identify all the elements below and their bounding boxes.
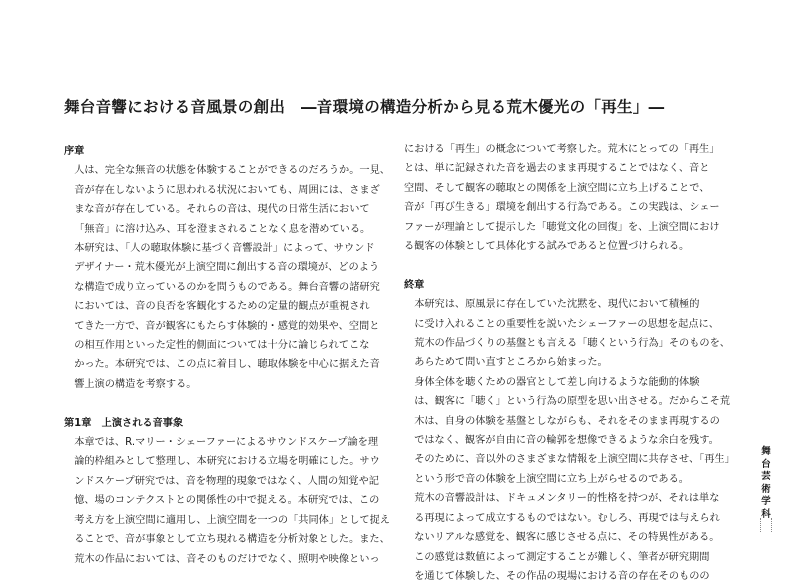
text-line: は、観客に「聴く」という行為の原型を思い出させる。だからこそ荒: [414, 396, 730, 408]
paragraph: [404, 373, 738, 489]
paragraph: [64, 239, 380, 394]
department-label-char: 術: [761, 483, 771, 495]
department-label-char: 芸: [761, 471, 771, 482]
text-line: を通じて体験した、その作品の現場における音の存在そのものの: [414, 570, 710, 582]
paragraph: [404, 489, 738, 586]
paragraph: [64, 161, 390, 239]
text-line: てきた一方で、音が観客にもたらす体験的・感覚的効果や、空間と: [74, 320, 380, 332]
text-line: ンドスケープ研究では、音を物理的現象ではなく、人間の知覚や記: [74, 475, 379, 487]
left-column: [64, 142, 390, 569]
text-line: 音が存在しないように思われる状況においても、周囲には、さまざ: [74, 184, 380, 196]
text-line: という形で音の体験を上演空間に立ち上がらせるのである。: [414, 473, 689, 485]
department-label-char: 舞: [761, 446, 771, 457]
text-line: そのために、音以外のさまざまな情報を上演空間に共存させ、「再生」: [414, 454, 735, 466]
margin-marks: [760, 518, 772, 532]
paper-title: 舞台音響における音風景の創出 ―音環境の構造分析から見る荒木優光の「再生」―: [64, 98, 665, 116]
text-line: 憶、場のコンテクストとの関係性の中で捉える。本研究では、この: [74, 495, 380, 507]
department-label-char: 学: [761, 496, 771, 507]
text-line: ないリアルな感覚を、観客に感じさせる点に、その特異性がある。: [414, 532, 720, 544]
right-column: [404, 140, 738, 586]
text-line: 木は、自身の体験を基盤としながらも、それをそのまま再現するの: [414, 415, 720, 427]
text-line: 人は、完全な無音の状態を体験することができるのだろうか。一見、: [74, 165, 390, 177]
text-line: 荒木の音響設計は、ドキュメンタリー的性格を持つが、それは単な: [414, 493, 720, 505]
text-line: 論的枠組みとして整理し、本研究における立場を明確にした。サウ: [74, 456, 380, 468]
text-line: ファーが理論として提示した「聴覚文化の回復」を、上演空間におけ: [404, 221, 720, 233]
text-line: ではなく、観客が自由に音の輪郭を想像できるような余白を残す。: [414, 435, 719, 447]
section-heading-intro: 序章: [64, 146, 85, 157]
text-line: る観客の体験として具体化する試みであると位置づけられる。: [404, 241, 690, 253]
text-line: 身体全体を聴くための器官として差し向けるような能動的体験: [414, 376, 700, 388]
department-label: [759, 446, 773, 521]
text-line: 音が「再び生きる」環境を創出する行為である。この実践は、シェー: [404, 202, 720, 214]
text-line: かった。本研究では、この点に着目し、聴取体験を中心に据えた音: [74, 359, 380, 371]
text-line: デザイナー・荒木優光が上演空間に創出する音の環境が、どのよう: [74, 262, 380, 274]
text-line: 本研究は、原風景に存在していた沈黙を、現代において積極的: [414, 299, 700, 311]
text-line: 本研究は、「人の聴取体験に基づく音響設計」によって、サウンド: [74, 243, 375, 255]
text-line: 荒木の作品づくりの基盤とも言える「聴くという行為」そのものを、: [414, 338, 730, 350]
paragraph: [64, 433, 390, 569]
text-line: の相互作用といった定性的側面については十分に論じられてこな: [74, 340, 370, 352]
paragraph: [404, 140, 738, 256]
text-line: 考え方を上演空間に適用し、上演空間を一つの「共同体」として捉え: [74, 514, 390, 526]
department-label-char: 科: [761, 508, 771, 520]
spacer: [64, 394, 374, 413]
text-line: ることで、音が事象として立ち現れる構造を分析対象とした。また、: [74, 534, 390, 546]
text-line: 荒木の作品においては、音そのものだけでなく、照明や映像といっ: [74, 553, 380, 565]
text-line: な構造で成り立っているのかを問うものである。舞台音響の諸研究: [74, 281, 380, 293]
paragraph: [404, 295, 738, 373]
text-line: あらためて問い直すところから始まった。: [414, 357, 608, 369]
text-line: 「無音」に溶け込み、耳を澄まされることなく息を潜めている。: [74, 223, 371, 235]
section-heading-chapter1: 第1章 上演される音事象: [64, 417, 184, 429]
spacer: [404, 256, 738, 275]
text-line: とは、単に記録された音を過去のまま再現することではなく、音と: [404, 163, 710, 175]
text-line: における「再生」の概念について考察した。荒木にとっての「再生」: [404, 144, 720, 155]
text-line: 本章では、R.マリー・シェーファーによるサウンドスケープ論を理: [74, 437, 379, 449]
department-label-char: 台: [761, 458, 771, 470]
text-line: この感覚は数値によって測定することが難しく、筆者が研究期間: [414, 551, 710, 563]
section-heading-conclusion: 終章: [404, 279, 425, 291]
text-line: においては、音の良否を客観化するための定量的観点が重視され: [74, 301, 370, 313]
text-line: 空間、そして観客の聴取との関係を上演空間に立ち上げることで、: [404, 182, 710, 194]
text-line: に受け入れることの重要性を説いたシェーファーの思想を起点に、: [414, 318, 719, 330]
text-line: まな音が存在している。それらの音は、現代の日常生活において: [74, 204, 370, 216]
text-line: る再現によって成立するものではない。むしろ、再現では与えられ: [414, 512, 720, 524]
text-line: 響上演の構造を考察する。: [74, 378, 197, 390]
